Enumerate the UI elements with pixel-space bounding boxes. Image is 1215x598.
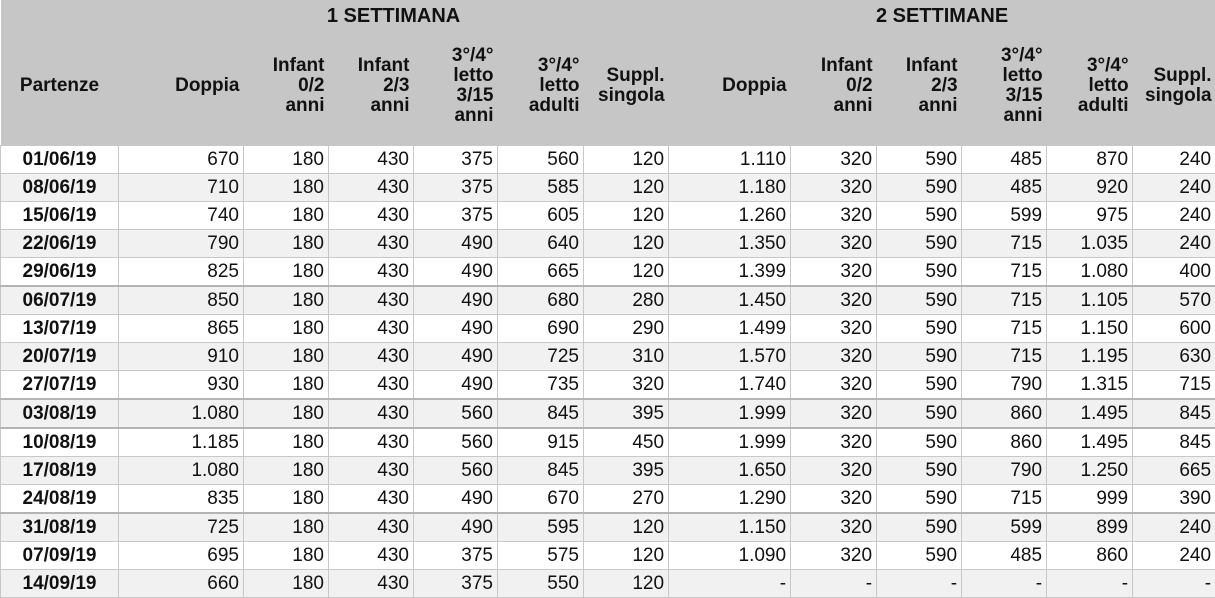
price-cell: 485 [962, 542, 1047, 570]
departure-date-cell: 22/06/19 [1, 230, 119, 258]
price-cell: 180 [244, 457, 329, 485]
price-cell: 375 [414, 570, 498, 598]
price-cell: 550 [498, 570, 584, 598]
price-cell: 430 [329, 570, 414, 598]
price-cell: 180 [244, 343, 329, 371]
price-cell: 599 [962, 202, 1047, 230]
price-cell: 845 [498, 457, 584, 485]
price-cell: 1.080 [119, 399, 244, 428]
price-cell: 1.350 [669, 230, 791, 258]
price-cell: 120 [584, 230, 669, 258]
price-cell: 180 [244, 174, 329, 202]
header-suppl-singola-w1 [584, 30, 669, 146]
price-cell: 1.110 [669, 146, 791, 174]
departure-date-cell: 08/06/19 [1, 174, 119, 202]
header-line: anni [370, 95, 409, 116]
table-row [1, 542, 1215, 570]
header-line: anni [834, 95, 873, 116]
price-cell: - [1133, 570, 1215, 598]
price-cell: 735 [498, 371, 584, 400]
departure-date-cell: 13/07/19 [1, 315, 119, 343]
price-cell: 240 [1133, 202, 1215, 230]
header-line: letto [1088, 75, 1128, 96]
price-cell: 320 [791, 428, 877, 457]
header-line: 0/2 [846, 75, 872, 96]
table-body [1, 146, 1215, 598]
price-cell: 375 [414, 174, 498, 202]
price-cell: 320 [791, 286, 877, 315]
price-cell: 180 [244, 428, 329, 457]
price-cell: 430 [329, 371, 414, 400]
header-suppl-singola-w2 [1133, 30, 1215, 146]
header-line: adulti [529, 95, 580, 116]
price-cell: 490 [414, 258, 498, 287]
price-cell: 1.399 [669, 258, 791, 287]
price-cell: 180 [244, 315, 329, 343]
price-cell: 560 [414, 428, 498, 457]
header-line: 3/15 [1006, 85, 1043, 106]
header-partenze: Partenze [1, 30, 119, 146]
price-cell: 430 [329, 202, 414, 230]
price-cell: 715 [1133, 371, 1215, 400]
price-cell: 845 [498, 399, 584, 428]
price-cell: 430 [329, 174, 414, 202]
price-cell: 665 [1133, 457, 1215, 485]
price-cell: 320 [791, 371, 877, 400]
price-cell: 870 [1047, 146, 1133, 174]
price-cell: 430 [329, 399, 414, 428]
price-cell: 930 [119, 371, 244, 400]
table-row [1, 513, 1215, 542]
header-line: 3°/4° [1087, 55, 1129, 76]
price-cell: 590 [877, 343, 962, 371]
header-line: Doppia [722, 75, 786, 96]
price-cell: 375 [414, 146, 498, 174]
price-cell: 715 [962, 343, 1047, 371]
price-cell: - [791, 570, 877, 598]
price-cell: 695 [119, 542, 244, 570]
header-line: 3°/4° [538, 55, 580, 76]
table-row [1, 570, 1215, 598]
price-cell: 1.150 [669, 513, 791, 542]
header-letto-3-15-w1 [414, 30, 498, 146]
price-cell: 430 [329, 230, 414, 258]
price-cell: 715 [962, 286, 1047, 315]
price-cell: 430 [329, 343, 414, 371]
price-cell: 920 [1047, 174, 1133, 202]
price-cell: 430 [329, 457, 414, 485]
price-cell: 560 [498, 146, 584, 174]
price-cell: 320 [584, 371, 669, 400]
price-cell: 430 [329, 286, 414, 315]
header-letto-adulti-w2 [1047, 30, 1133, 146]
price-cell: 430 [329, 513, 414, 542]
price-cell: 485 [962, 174, 1047, 202]
price-cell: 585 [498, 174, 584, 202]
price-cell: 860 [962, 399, 1047, 428]
price-cell: 790 [962, 457, 1047, 485]
table-row [1, 343, 1215, 371]
header-line: letto [539, 75, 579, 96]
price-cell: 590 [877, 286, 962, 315]
header-doppia-w1 [119, 30, 244, 146]
header-line: 3°/4° [452, 45, 494, 66]
price-cell: 450 [584, 428, 669, 457]
price-cell: 1.495 [1047, 399, 1133, 428]
price-cell: 430 [329, 542, 414, 570]
departure-date-cell: 29/06/19 [1, 258, 119, 287]
price-cell: 715 [962, 315, 1047, 343]
price-cell: 725 [119, 513, 244, 542]
price-cell: 320 [791, 542, 877, 570]
header-line: 0/2 [298, 75, 324, 96]
table-row [1, 202, 1215, 230]
price-cell: 490 [414, 513, 498, 542]
header-line: 2/3 [383, 75, 409, 96]
price-cell: 590 [877, 428, 962, 457]
price-cell: 320 [791, 146, 877, 174]
price-cell: 835 [119, 485, 244, 514]
departure-date-cell: 06/07/19 [1, 286, 119, 315]
header-infant-2-3-w1 [329, 30, 414, 146]
header-line: Doppia [175, 75, 239, 96]
header-line: adulti [1078, 95, 1129, 116]
price-cell: 590 [877, 485, 962, 514]
table-row [1, 174, 1215, 202]
price-cell: 430 [329, 315, 414, 343]
price-cell: 1.185 [119, 428, 244, 457]
price-cell: 590 [877, 399, 962, 428]
price-cell: 310 [584, 343, 669, 371]
price-cell: 180 [244, 542, 329, 570]
price-cell: 490 [414, 371, 498, 400]
price-cell: 575 [498, 542, 584, 570]
price-cell: 180 [244, 286, 329, 315]
header-doppia-w2 [669, 30, 791, 146]
price-cell: 120 [584, 542, 669, 570]
price-cell: 320 [791, 174, 877, 202]
price-cell: 1.650 [669, 457, 791, 485]
price-cell: 590 [877, 513, 962, 542]
price-cell: 1.290 [669, 485, 791, 514]
price-cell: 180 [244, 485, 329, 514]
price-cell: 590 [877, 542, 962, 570]
header-line: anni [454, 105, 493, 126]
table-row [1, 371, 1215, 400]
price-cell: 710 [119, 174, 244, 202]
price-cell: 490 [414, 286, 498, 315]
price-cell: 899 [1047, 513, 1133, 542]
price-cell: 120 [584, 146, 669, 174]
departure-date-cell: 17/08/19 [1, 457, 119, 485]
price-cell: 320 [791, 315, 877, 343]
price-cell: 910 [119, 343, 244, 371]
price-cell: 680 [498, 286, 584, 315]
price-cell: 490 [414, 315, 498, 343]
price-cell: 375 [414, 202, 498, 230]
table-row [1, 428, 1215, 457]
price-cell: 715 [962, 230, 1047, 258]
header-line: Suppl. [607, 65, 665, 86]
header-infant-0-2-w1 [244, 30, 329, 146]
price-cell: 430 [329, 428, 414, 457]
table-row [1, 230, 1215, 258]
header-line: Infant [906, 55, 958, 76]
price-cell: 660 [119, 570, 244, 598]
price-cell: 320 [791, 399, 877, 428]
price-cell: 1.105 [1047, 286, 1133, 315]
table-row [1, 485, 1215, 514]
price-cell: 240 [1133, 542, 1215, 570]
price-cell: 630 [1133, 343, 1215, 371]
price-cell: 670 [498, 485, 584, 514]
header-line: anni [1004, 105, 1043, 126]
header-line: Infant [821, 55, 873, 76]
price-cell: 1.080 [119, 457, 244, 485]
departure-date-cell: 01/06/19 [1, 146, 119, 174]
group-header-1-week: 1 SETTIMANA [119, 0, 669, 30]
price-cell: 1.999 [669, 399, 791, 428]
price-cell: 375 [414, 542, 498, 570]
price-cell: 1.999 [669, 428, 791, 457]
table-row [1, 399, 1215, 428]
price-cell: 1.090 [669, 542, 791, 570]
price-cell: 490 [414, 230, 498, 258]
price-cell: 490 [414, 343, 498, 371]
price-cell: 320 [791, 457, 877, 485]
price-cell: 490 [414, 485, 498, 514]
price-cell: 1.450 [669, 286, 791, 315]
price-cell: 1.260 [669, 202, 791, 230]
price-cell: 430 [329, 485, 414, 514]
price-cell: 280 [584, 286, 669, 315]
price-cell: 240 [1133, 146, 1215, 174]
price-cell: 1.740 [669, 371, 791, 400]
header-line: Infant [358, 55, 410, 76]
price-cell: 1.499 [669, 315, 791, 343]
price-cell: 1.080 [1047, 258, 1133, 287]
table-row [1, 258, 1215, 287]
departure-date-cell: 15/06/19 [1, 202, 119, 230]
price-cell: 240 [1133, 513, 1215, 542]
price-cell: 320 [791, 202, 877, 230]
price-cell: 999 [1047, 485, 1133, 514]
table-row [1, 146, 1215, 174]
price-cell: 430 [329, 146, 414, 174]
price-cell: 590 [877, 315, 962, 343]
price-cell: 270 [584, 485, 669, 514]
table-row [1, 315, 1215, 343]
price-cell: 290 [584, 315, 669, 343]
header-letto-adulti-w1 [498, 30, 584, 146]
price-cell: 120 [584, 570, 669, 598]
price-cell: 1.035 [1047, 230, 1133, 258]
departure-date-cell: 10/08/19 [1, 428, 119, 457]
price-cell: 1.180 [669, 174, 791, 202]
group-header-2-weeks: 2 SETTIMANE [669, 0, 1215, 30]
price-cell: 740 [119, 202, 244, 230]
price-cell: - [962, 570, 1047, 598]
price-cell: 180 [244, 258, 329, 287]
price-cell: 665 [498, 258, 584, 287]
group-header-row [1, 0, 1215, 30]
header-line: anni [919, 95, 958, 116]
price-cell: 395 [584, 457, 669, 485]
price-cell: 590 [877, 371, 962, 400]
price-cell: 915 [498, 428, 584, 457]
price-cell: 320 [791, 513, 877, 542]
price-cell: 120 [584, 258, 669, 287]
price-cell: - [669, 570, 791, 598]
price-cell: 560 [414, 399, 498, 428]
departure-date-cell: 14/09/19 [1, 570, 119, 598]
price-cell: 390 [1133, 485, 1215, 514]
price-cell: 180 [244, 513, 329, 542]
price-cell: 590 [877, 258, 962, 287]
price-cell: 715 [962, 258, 1047, 287]
price-cell: 120 [584, 174, 669, 202]
price-cell: 320 [791, 230, 877, 258]
price-cell: 860 [962, 428, 1047, 457]
departure-date-cell: 07/09/19 [1, 542, 119, 570]
price-cell: 560 [414, 457, 498, 485]
header-line: Suppl. [1154, 65, 1212, 86]
price-cell: 180 [244, 230, 329, 258]
price-cell: 395 [584, 399, 669, 428]
header-line: singola [598, 85, 665, 106]
group-header-spacer [1, 0, 119, 30]
departure-date-cell: 31/08/19 [1, 513, 119, 542]
header-line: 3/15 [457, 85, 494, 106]
table-row [1, 457, 1215, 485]
price-cell: 640 [498, 230, 584, 258]
departure-date-cell: 27/07/19 [1, 371, 119, 400]
price-cell: 1.195 [1047, 343, 1133, 371]
price-cell: 790 [962, 371, 1047, 400]
header-line: 3°/4° [1001, 45, 1043, 66]
price-cell: 180 [244, 202, 329, 230]
price-cell: 120 [584, 513, 669, 542]
price-cell: 600 [1133, 315, 1215, 343]
price-cell: 180 [244, 399, 329, 428]
price-cell: 865 [119, 315, 244, 343]
price-cell: 975 [1047, 202, 1133, 230]
price-cell: 1.315 [1047, 371, 1133, 400]
price-cell: 850 [119, 286, 244, 315]
price-cell: 240 [1133, 174, 1215, 202]
price-cell: 825 [119, 258, 244, 287]
price-cell: - [877, 570, 962, 598]
price-cell: - [1047, 570, 1133, 598]
price-cell: 590 [877, 202, 962, 230]
price-cell: 180 [244, 570, 329, 598]
price-cell: 120 [584, 202, 669, 230]
header-line: letto [1002, 65, 1042, 86]
price-cell: 590 [877, 174, 962, 202]
header-line: anni [285, 95, 324, 116]
price-cell: 599 [962, 513, 1047, 542]
price-cell: 400 [1133, 258, 1215, 287]
price-cell: 485 [962, 146, 1047, 174]
header-line: letto [453, 65, 493, 86]
departure-date-cell: 20/07/19 [1, 343, 119, 371]
header-line: singola [1145, 85, 1212, 106]
price-cell: 845 [1133, 399, 1215, 428]
header-infant-2-3-w2 [877, 30, 962, 146]
price-cell: 430 [329, 258, 414, 287]
price-cell: 1.250 [1047, 457, 1133, 485]
price-cell: 595 [498, 513, 584, 542]
price-cell: 670 [119, 146, 244, 174]
price-cell: 320 [791, 258, 877, 287]
price-cell: 725 [498, 343, 584, 371]
price-cell: 590 [877, 457, 962, 485]
price-cell: 690 [498, 315, 584, 343]
header-letto-3-15-w2 [962, 30, 1047, 146]
price-cell: 715 [962, 485, 1047, 514]
price-cell: 180 [244, 371, 329, 400]
departure-date-cell: 03/08/19 [1, 399, 119, 428]
price-cell: 1.495 [1047, 428, 1133, 457]
price-cell: 240 [1133, 230, 1215, 258]
price-cell: 790 [119, 230, 244, 258]
table-row [1, 286, 1215, 315]
header-line: 2/3 [931, 75, 957, 96]
column-header-row [1, 30, 1215, 146]
header-infant-0-2-w2 [791, 30, 877, 146]
price-cell: 605 [498, 202, 584, 230]
header-line: Infant [273, 55, 325, 76]
price-cell: 845 [1133, 428, 1215, 457]
price-cell: 1.570 [669, 343, 791, 371]
price-cell: 860 [1047, 542, 1133, 570]
departure-date-cell: 24/08/19 [1, 485, 119, 514]
price-cell: 1.150 [1047, 315, 1133, 343]
price-cell: 320 [791, 485, 877, 514]
price-cell: 570 [1133, 286, 1215, 315]
price-cell: 320 [791, 343, 877, 371]
price-cell: 590 [877, 230, 962, 258]
price-cell: 180 [244, 146, 329, 174]
price-cell: 590 [877, 146, 962, 174]
